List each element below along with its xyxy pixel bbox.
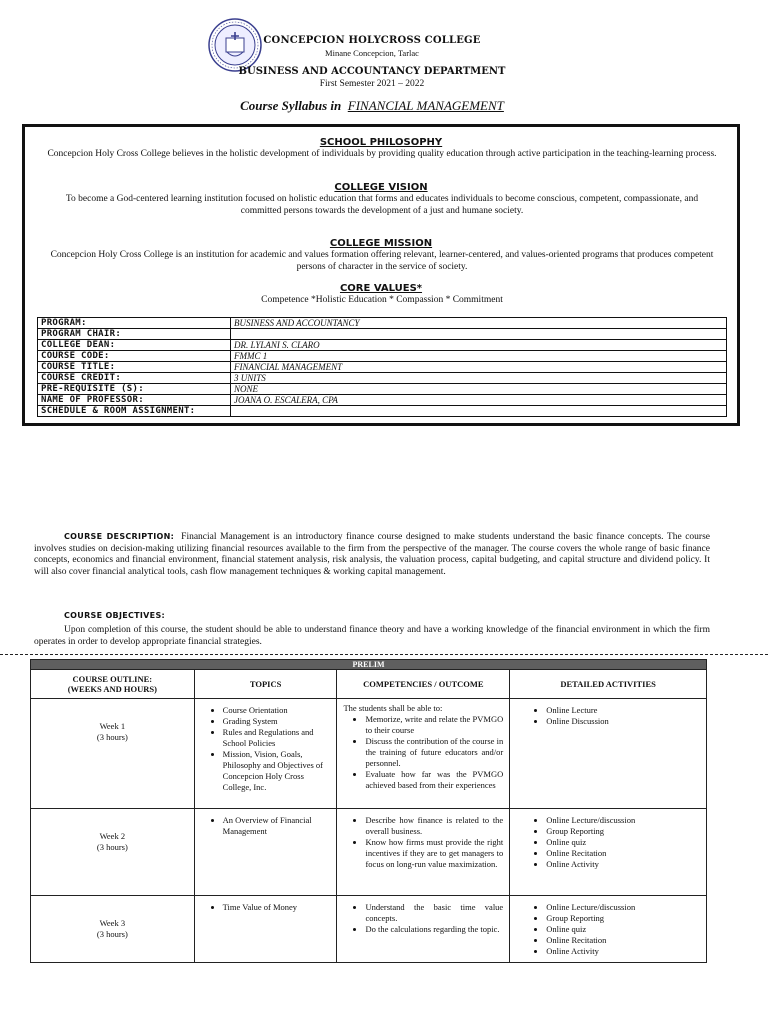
syllabus-subject: FINANCIAL MANAGEMENT [347,98,504,113]
course-outline-table [30,659,707,963]
list-item: • Online Lecture/discussion [546,815,700,826]
info-value: BUSINESS AND ACCOUNTANCY [231,318,727,329]
list-item: • Rules and Regulations and School Policies [223,727,331,749]
list-item: • Online quiz [546,837,700,848]
table-row [38,406,727,417]
week-hours: (3 hours) [96,842,128,852]
column-header-outline [31,670,195,699]
course-info-table [37,317,727,417]
table-row [38,384,727,395]
info-label: PRE-REQUISITE (S): [38,384,231,395]
competencies-cell [337,699,510,809]
table-row [38,351,727,362]
course-objectives-heading: COURSE OBJECTIVES: [64,611,166,620]
week-cell [31,699,195,809]
activities-cell [510,699,707,809]
core-values-text: Competence *Holistic Education * Compassion * Commitment [261,295,503,305]
list-item: • Describe how finance is related to the overall business. [365,815,503,837]
info-label: PROGRAM: [38,318,231,329]
info-label: SCHEDULE & ROOM ASSIGNMENT: [38,406,231,417]
column-header-outline-line2: (WEEKS AND HOURS) [67,684,157,694]
college-address: Minane Concepcion, Tarlac [325,48,419,58]
semester: First Semester 2021 – 2022 [319,79,425,89]
info-value: FINANCIAL MANAGEMENT [231,362,727,373]
list-item: • Course Orientation [223,705,331,716]
column-header-topics: TOPICS [194,670,337,699]
info-value: DR. LYLANI S. CLARO [231,340,727,351]
week-cell [31,809,195,896]
list-item: • Online Activity [546,946,700,957]
philosophy-title: SCHOOL PHILOSOPHY [319,137,443,148]
week-hours: (3 hours) [96,732,128,742]
list-item: • Understand the basic time value concepts. [365,902,503,924]
week-label: Week 3 [99,918,126,928]
divider [0,654,768,655]
competencies-cell [337,896,510,963]
competencies-intro: The students shall be able to: [343,703,443,713]
info-value: JOANA O. ESCALERA, CPA [231,395,727,406]
topics-cell [194,809,337,896]
vision-title: COLLEGE VISION [334,182,428,193]
course-objectives-heading-block [34,610,710,623]
mission-text: Concepcion Holy Cross College is an institution for academic and values formation offering relevant, learner-centered, and values-oriented programs that produces competent persons of character in the service of society. [50,250,714,272]
topics-cell [194,699,337,809]
activities-cell [510,809,707,896]
column-header-outline-line1: COURSE OUTLINE: [72,674,153,684]
info-label: PROGRAM CHAIR: [38,329,231,340]
term-header: PRELIM [31,660,707,670]
list-item: • Group Reporting [546,913,700,924]
week-label: Week 2 [99,831,126,841]
week-label: Week 1 [99,721,126,731]
list-item: • Discuss the contribution of the course in the training of future educators and/or personnel. [365,736,503,769]
table-row [31,699,707,809]
list-item: • Online Activity [546,859,700,870]
list-item: • Do the calculations regarding the topic. [365,924,503,935]
course-description-heading: COURSE DESCRIPTION: [64,532,175,541]
syllabus-prefix: Course Syllabus in [240,98,342,113]
competencies-cell [337,809,510,896]
list-item: • Online Recitation [546,935,700,946]
college-name: CONCEPCION HOLYCROSS COLLEGE [263,35,481,46]
info-value: NONE [231,384,727,395]
topics-cell [194,896,337,963]
list-item: • Group Reporting [546,826,700,837]
info-value: FMMC 1 [231,351,727,362]
list-item: • Know how firms must provide the right incentives if they are to get managers to focus on long-run value maximization. [365,837,503,870]
list-item: • Grading System [223,716,331,727]
list-item: • Online quiz [546,924,700,935]
info-value [231,329,727,340]
college-info-box [22,124,740,426]
column-header-competencies: COMPETENCIES / OUTCOME [337,670,510,699]
course-description [34,531,710,578]
week-hours: (3 hours) [96,929,128,939]
table-row [38,318,727,329]
info-label: COURSE CODE: [38,351,231,362]
list-item: • Online Lecture [546,705,700,716]
course-objectives-text: Upon completion of this course, the student should be able to understand finance theory and have a working knowledge of the financial environment in which the firm operates in order to develop appropriate financial strategies. [34,625,710,647]
syllabus-title [0,98,744,114]
mission-title: COLLEGE MISSION [329,238,433,249]
activities-cell [510,896,707,963]
week-cell [31,896,195,963]
list-item: • Mission, Vision, Goals, Philosophy and Objectives of Concepcion Holy Cross College, Inc. [223,749,331,793]
info-label: COURSE TITLE: [38,362,231,373]
info-value [231,406,727,417]
list-item: • Online Discussion [546,716,700,727]
course-description-text: Financial Management is an introductory finance course designed to make students understand the basic finance concepts. The course involves studies on decision-making utilizing financial resources available to the firm from the perspective of the manager. The course covers the whole range of basic finance concepts, economics and financial environment, financial statement analysis, risk analysis, the valuation process, capital budgeting, and capital structure and dividend policy. It will also cover financial analytical tools, cash flow management techniques & working capital management. [34,532,710,577]
vision-text: To become a God-centered learning institution focused on holistic education that forms and educates individuals to become conscious, competent, compassionate, and committed persons towards the development of a just and humane society. [65,194,699,216]
philosophy-text: Concepcion Holy Cross College believes in the holistic development of individuals by providing quality education through active participation in the teaching-learning process. [47,149,717,159]
list-item: • Time Value of Money [223,902,331,913]
list-item: • Evaluate how far was the PVMGO achieved based from their experiences [365,769,503,791]
table-row [38,329,727,340]
list-item: • Online Recitation [546,848,700,859]
list-item: • Online Lecture/discussion [546,902,700,913]
info-label: NAME OF PROFESSOR: [38,395,231,406]
core-values-title: CORE VALUES* [339,283,423,294]
info-label: COURSE CREDIT: [38,373,231,384]
table-row [38,373,727,384]
column-header-activities: DETAILED ACTIVITIES [510,670,707,699]
table-row [38,395,727,406]
table-row [38,340,727,351]
table-row [31,809,707,896]
info-value: 3 UNITS [231,373,727,384]
table-row [31,896,707,963]
course-objectives [34,625,710,648]
department-name: BUSINESS AND ACCOUNTANCY DEPARTMENT [238,66,506,77]
table-row [38,362,727,373]
info-label: COLLEGE DEAN: [38,340,231,351]
list-item: • Memorize, write and relate the PVMGO to their course [365,714,503,736]
list-item: • An Overview of Financial Management [223,815,331,837]
